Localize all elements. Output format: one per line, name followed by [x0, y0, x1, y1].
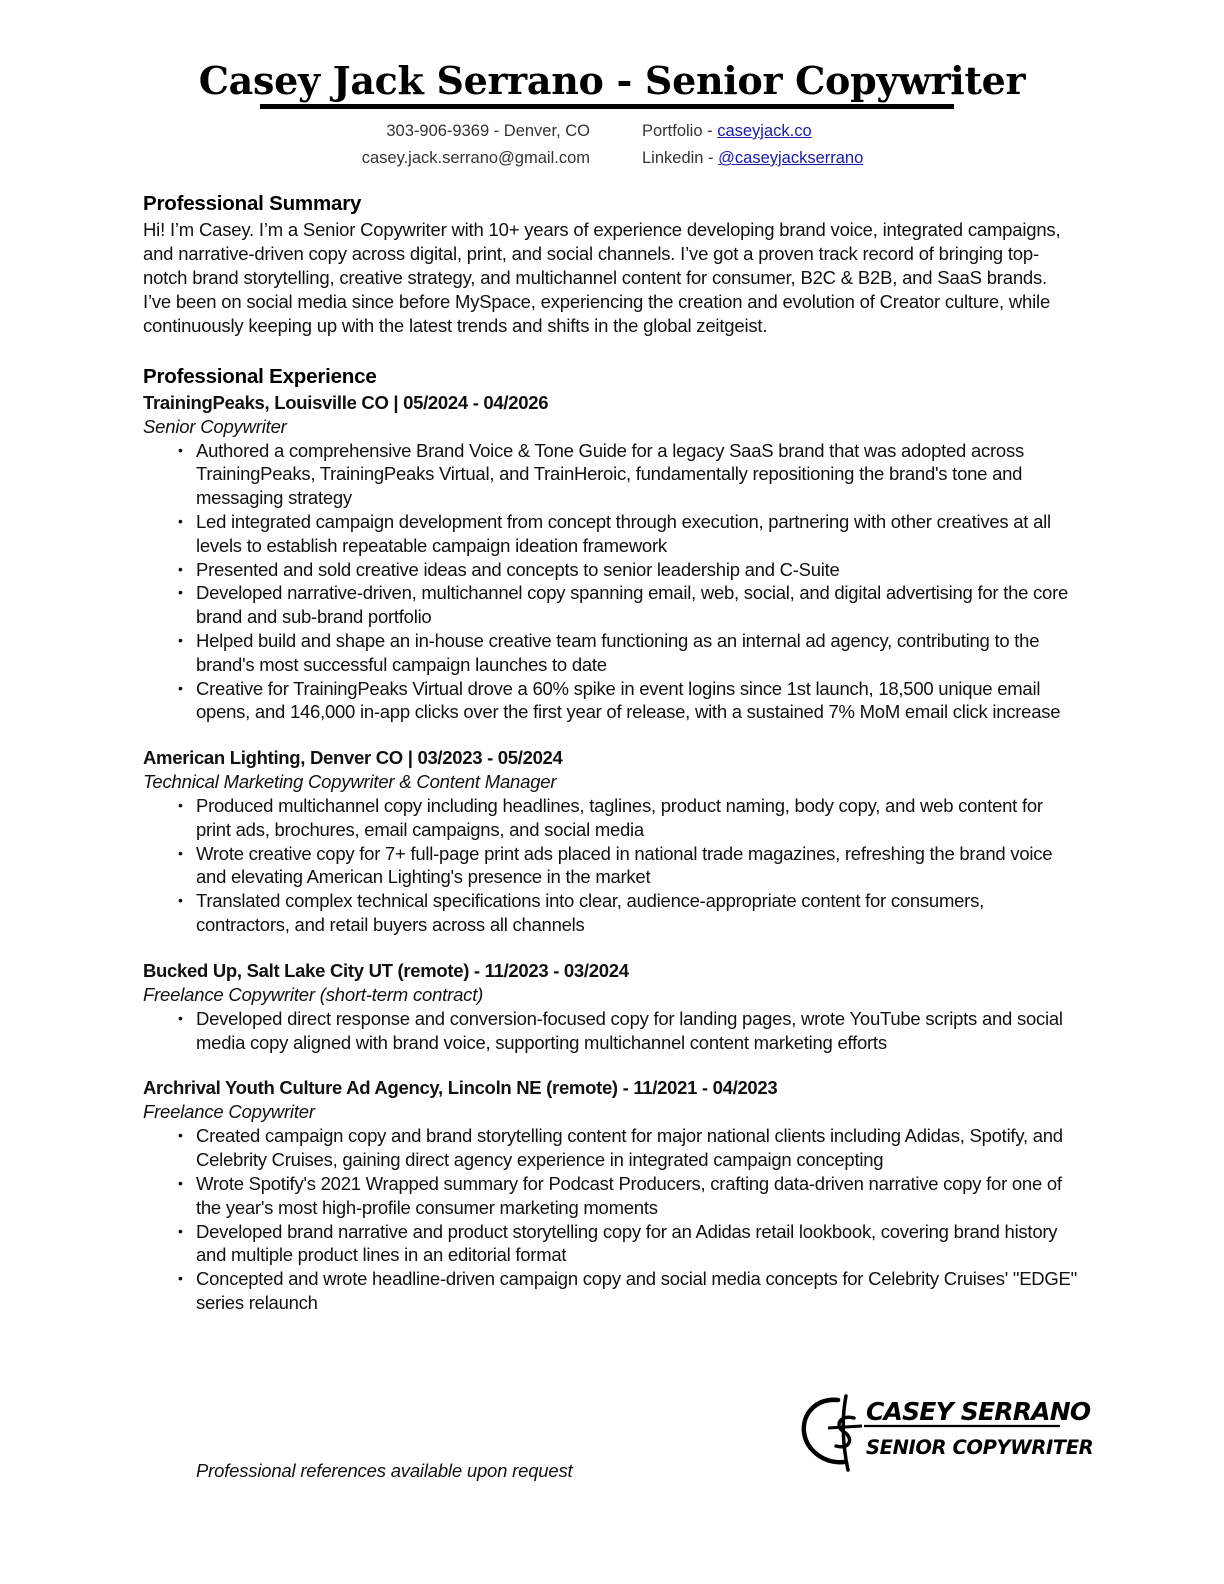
job-entry [143, 959, 1078, 1055]
list-item: • Led integrated campaign development from concept through execution, partnering with other creatives at all levels to establish repeatable campaign ideation framework [196, 510, 1078, 558]
job-title: Freelance Copywriter [143, 1101, 315, 1123]
job-bullets [143, 439, 1078, 725]
job-company: Bucked Up, Salt Lake City UT (remote) - 11/2023 - 03/2024 [143, 959, 629, 981]
portfolio-link[interactable]: caseyjack.co [717, 122, 812, 140]
list-item: • Presented and sold creative ideas and concepts to senior leadership and C-Suite [196, 558, 1078, 582]
contact-right-column [642, 120, 863, 174]
references-note: Professional references available upon request [196, 1460, 573, 1481]
logo-role-text: SENIOR COPYWRITER [866, 1436, 1094, 1459]
job-entry [143, 746, 1078, 937]
job-title: Senior Copywriter [143, 415, 287, 437]
job-entry [143, 391, 1078, 725]
resume-body [143, 190, 1078, 1315]
contact-left-column [362, 120, 590, 174]
job-bullets [143, 794, 1078, 937]
job-company: American Lighting, Denver CO | 03/2023 - 05/2024 [143, 747, 563, 769]
logo-name-text: CASEY SERRANO [866, 1397, 1091, 1426]
linkedin-label: Linkedin - [642, 149, 719, 167]
job-entry [143, 1076, 1078, 1314]
list-item: • Authored a comprehensive Brand Voice & Tone Guide for a legacy SaaS brand that was adopted across TrainingPeaks, TrainingPeaks Virtual, and TrainHeroic, fundamentally repositioning the brand's tone and messaging strategy [196, 439, 1078, 510]
list-item: • Creative for TrainingPeaks Virtual drove a 60% spike in event logins since 1st launch, 18,500 unique email opens, and 146,000 in-app clicks over the first year of release, with a sustained 7% MoM email click increase [196, 677, 1078, 725]
linkedin-link[interactable]: @caseyjackserrano [718, 149, 864, 167]
resume-header [0, 58, 1224, 104]
phone-location: 303-906-9369 - Denver, CO [386, 122, 590, 140]
list-item: • Helped build and shape an in-house creative team functioning as an internal ad agency, contributing to the brand's most successful campaign launches to date [196, 629, 1078, 677]
list-item: • Wrote Spotify's 2021 Wrapped summary for Podcast Producers, crafting data-driven narrative copy for one of the year's most high-profile consumer marketing moments [196, 1172, 1078, 1220]
job-company: TrainingPeaks, Louisville CO | 05/2024 - 04/2026 [143, 391, 549, 413]
title-underline [260, 104, 954, 109]
list-item: • Developed direct response and conversion-focused copy for landing pages, wrote YouTube scripts and social media copy aligned with brand voice, supporting multichannel content marketing efforts [196, 1007, 1078, 1055]
list-item: • Concepted and wrote headline-driven campaign copy and social media concepts for Celebrity Cruises' "EDGE" series relaunch [196, 1267, 1078, 1315]
portfolio-label: Portfolio - [642, 122, 718, 140]
email-address: casey.jack.serrano@gmail.com [361, 149, 590, 167]
summary-heading: Professional Summary [143, 192, 362, 215]
list-item: • Wrote creative copy for 7+ full-page print ads placed in national trade magazines, refreshing the brand voice and elevating American Lighting's presence in the market [196, 842, 1078, 890]
portfolio-row [642, 120, 863, 147]
list-item: • Developed brand narrative and product storytelling copy for an Adidas retail lookbook, covering brand history and multiple product lines in an editorial format [196, 1220, 1078, 1268]
job-bullets [143, 1007, 1078, 1055]
job-company: Archrival Youth Culture Ad Agency, Lincoln NE (remote) - 11/2021 - 04/2023 [143, 1077, 778, 1099]
page-title: Casey Jack Serrano - Senior Copywriter [198, 58, 1026, 103]
job-title: Technical Marketing Copywriter & Content Manager [143, 771, 557, 793]
list-item: • Developed narrative-driven, multichannel copy spanning email, web, social, and digital advertising for the core brand and sub-brand portfolio [196, 581, 1078, 629]
linkedin-row [642, 147, 863, 174]
list-item: • Produced multichannel copy including headlines, taglines, product naming, body copy, and web content for print ads, brochures, email campaigns, and social media [196, 794, 1078, 842]
summary-text: Hi! I’m Casey. I’m a Senior Copywriter with 10+ years of experience developing brand voice, integrated campaigns, and narrative-driven copy across digital, print, and social channels. I’ve got a proven track record of bringing top-notch brand storytelling, creative strategy, and multichannel content for consumer, B2C & B2B, and SaaS brands. I’ve been on social media since before MySpace, experiencing the creation and evolution of Creator culture, while continuously keeping up with the latest trends and shifts in the global zeitgeist. [143, 219, 1061, 336]
job-bullets [143, 1124, 1078, 1314]
list-item: • Translated complex technical specifications into clear, audience-appropriate content for consumers, contractors, and retail buyers across all channels [196, 889, 1078, 937]
job-title: Freelance Copywriter (short-term contract) [143, 983, 484, 1005]
list-item: • Created campaign copy and brand storytelling content for major national clients including Adidas, Spotify, and Celebrity Cruises, gaining direct agency experience in integrated campaign concepting [196, 1124, 1078, 1172]
experience-heading: Professional Experience [143, 364, 377, 388]
